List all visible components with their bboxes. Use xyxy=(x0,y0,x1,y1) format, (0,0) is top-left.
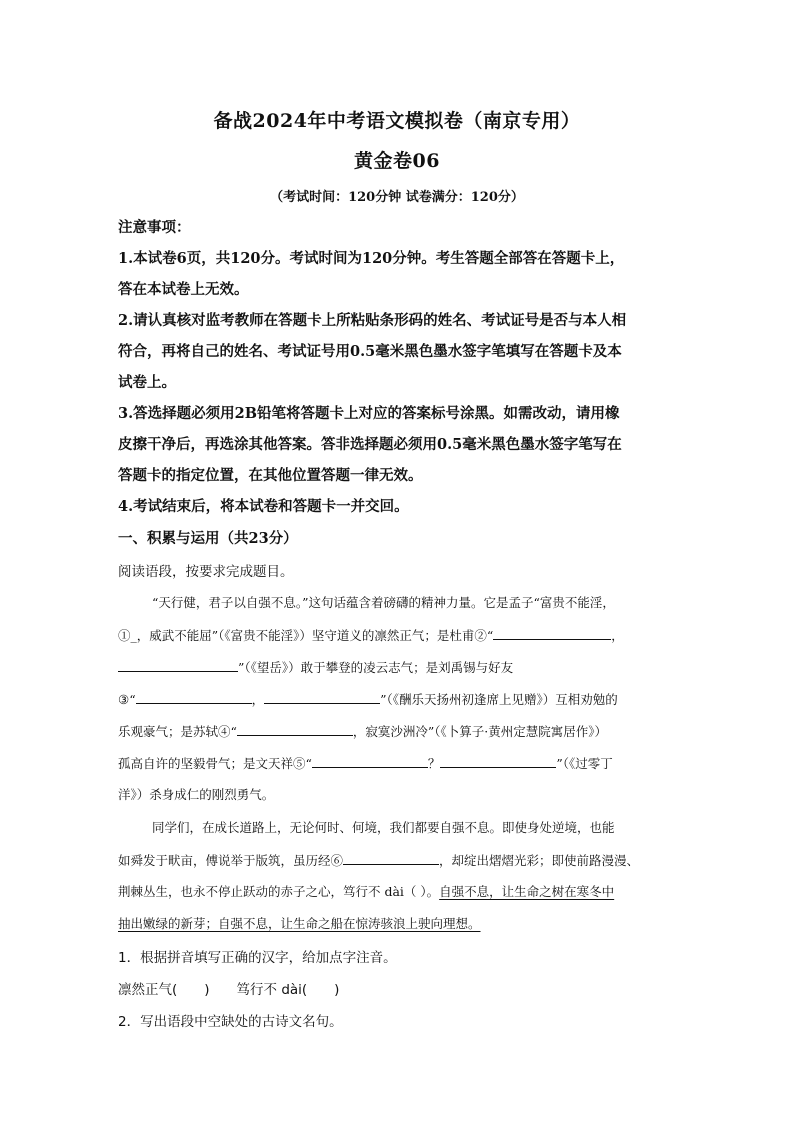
answer-blank[interactable] xyxy=(237,721,353,736)
passage-line xyxy=(118,625,688,644)
passage-text: ，寂寞沙洲冷”（《卜算子·黄州定慧院寓居作》） xyxy=(352,724,608,739)
passage-text: ，却绽出熠熠光彩；即使前路漫漫、 xyxy=(439,853,640,868)
notice-line: 3.答选择题必须用2B铅笔将答题卡上对应的答案标号涂黑。如需改动，请用橡 xyxy=(118,405,620,422)
question-2: 2．写出语段中空缺处的古诗文名句。 xyxy=(118,1014,343,1030)
answer-blank[interactable] xyxy=(440,753,556,768)
passage-line xyxy=(118,657,688,676)
question-1-items: 凛然正气( ) 笃行不 dài( ) xyxy=(118,982,340,998)
notice-line: 2.请认真核对监考教师在答题卡上所粘贴条形码的姓名、考试证号是否与本人相 xyxy=(118,312,627,329)
passage-line xyxy=(118,753,688,772)
passage-line xyxy=(118,689,688,708)
notice-line: 答题卡的指定位置，在其他位置答题一律无效。 xyxy=(118,467,423,484)
notice-heading: 注意事项： xyxy=(118,219,191,236)
exam-info: （考试时间：120分钟 试卷满分：120分） xyxy=(270,190,524,205)
passage-text: 乐观豪气；是苏轼④“ xyxy=(118,724,237,739)
passage-text: ①_，威武不能屈”（《富贵不能淫》）坚守道义的凛然正气；是杜甫②“ xyxy=(118,628,494,643)
passage-line xyxy=(118,850,688,869)
passage-line xyxy=(118,882,688,900)
passage-text: ”（《望岳》）敢于攀登的凌云志气；是刘禹锡与好友 xyxy=(238,660,514,675)
notice-line: 皮擦干净后，再选涂其他答案。答非选择题必须用0.5毫米黑色墨水签字笔写在 xyxy=(118,436,622,453)
answer-blank[interactable] xyxy=(118,657,238,672)
passage-line: 洋》）杀身成仁的刚烈勇气。 xyxy=(118,787,275,802)
notice-line: 答在本试卷上无效。 xyxy=(118,281,249,298)
passage-line: “天行健，君子以自强不息。”这句话蕴含着磅礴的精神力量。它是孟子“富贵不能淫， xyxy=(152,595,615,610)
exam-title: 备战2024年中考语文模拟卷（南京专用） xyxy=(213,110,581,132)
answer-blank[interactable] xyxy=(343,850,439,865)
answer-blank[interactable] xyxy=(264,689,380,704)
passage-text: 孤高自许的坚毅骨气；是文天祥⑤“ xyxy=(118,756,312,771)
passage-text: ③“ xyxy=(118,692,136,707)
passage-line xyxy=(118,721,688,740)
passage-text: ？ xyxy=(427,756,441,771)
underlined-sentence: 抽出嫩绿的新芽；自强不息，让生命之船在惊涛骇浪上驶向理想。 xyxy=(118,916,481,931)
notice-line: 4.考试结束后，将本试卷和答题卡一并交回。 xyxy=(118,498,409,515)
notice-line: 符合，再将自己的姓名、考试证号用0.5毫米黑色墨水签字笔填写在答题卡及本 xyxy=(118,343,622,360)
answer-blank[interactable] xyxy=(493,625,611,640)
passage-text: 荆棘丛生，也永不停止跃动的赤子之心，笃行不 dài（ ）。 xyxy=(118,884,440,899)
passage-line: 同学们，在成长道路上，无论何时、何境，我们都要自强不息。即使身处逆境，也能 xyxy=(152,820,615,835)
answer-blank[interactable] xyxy=(312,753,428,768)
answer-blank[interactable] xyxy=(136,689,252,704)
passage-text: ， xyxy=(251,692,265,707)
section-heading: 一、积累与运用（共23分） xyxy=(118,530,298,547)
passage-text: 如舜发于畎亩，傅说举于版筑，虽历经⑥ xyxy=(118,853,344,868)
passage-text: ”（《酬乐天扬州初逢席上见赠》）互相劝勉的 xyxy=(380,692,618,707)
passage-text: ， xyxy=(611,628,624,643)
passage-line xyxy=(118,914,688,932)
notice-line: 1.本试卷6页，共120分。考试时间为120分钟。考生答题全部答在答题卡上， xyxy=(118,250,625,267)
notice-line: 试卷上。 xyxy=(118,374,176,391)
passage-text: ”（《过零丁 xyxy=(556,756,613,771)
question-1: 1．根据拼音填写正确的汉字，给加点字注音。 xyxy=(118,950,397,966)
exam-subtitle: 黄金卷06 xyxy=(354,150,440,172)
section-instruction: 阅读语段，按要求完成题目。 xyxy=(118,564,294,580)
underlined-sentence: 自强不息，让生命之树在寒冬中 xyxy=(439,884,615,899)
